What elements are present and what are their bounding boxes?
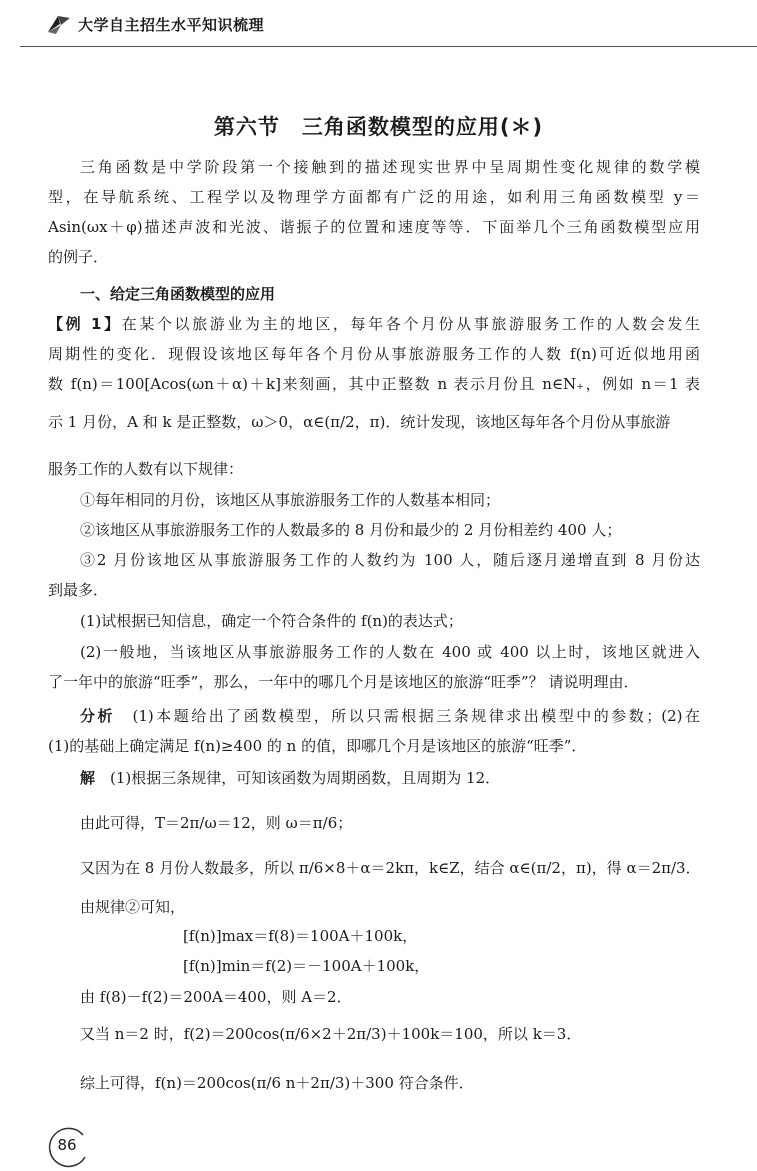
question-2-line-2: 了一年中的旅游“旺季”，那么，一年中的哪几个月是该地区的旅游“旺季”？ 请说明理由． [48,673,639,691]
page-number: 86 [57,1136,77,1154]
solution-line-2: 由此可得，T＝2π/ω＝12，则 ω＝π/6； [80,814,353,832]
page-number-badge [45,1127,89,1171]
example-label: 【例 1】 [48,315,122,333]
example-1-line-2: 周期性的变化．现假设该地区每年各个月份从事旅游服务工作的人数 f(n)可近似地用函 [48,345,700,363]
intro-line-2: 型，在导航系统、工程学以及物理学方面都有广泛的用途，如利用三角函数模型 y＝ [48,188,700,206]
running-header [46,12,264,36]
subsection-title: 一、给定三角函数模型的应用 [80,285,276,303]
rule-3-cont: 到最多． [48,581,109,599]
solution-line-4: 由规律②可知， [80,898,186,916]
solution-line-3: 又因为在 8 月份人数最多，所以 π/6×8＋α＝2kπ，k∈Z，结合 α∈(π/2，π)，得 α＝2π/3． [80,859,701,877]
solution-line-1: 解 (1)根据三条规律，可知该函数为周期函数，且周期为 12． [80,769,501,787]
intro-line-3: Asin(ωx＋φ)描述声波和光波、谐振子的位置和速度等等．下面举几个三角函数模型应用 [48,218,700,236]
rule-2: ②该地区从事旅游服务工作的人数最多的 8 月份和最少的 2 月份相差约 400 人； [80,521,622,539]
solution-line-5: 由 f(8)－f(2)＝200A＝400，则 A＝2． [80,988,352,1006]
equation-min: [f(n)]min＝f(2)＝－100A＋100k， [183,957,430,975]
question-1: (1)试根据已知信息，确定一个符合条件的 f(n)的表达式； [80,612,463,630]
rule-1: ①每年相同的月份，该地区从事旅游服务工作的人数基本相同； [80,491,501,509]
example-1-line-5: 服务工作的人数有以下规律： [48,460,244,478]
analysis-label: 分析 [80,707,115,725]
example-1-line-4: 示 1 月份，A 和 k 是正整数，ω＞0，α∈(π/2，π)．统计发现，该地区每年各个月份从事旅游 [48,413,671,431]
header-divider [20,46,757,47]
example-1-line-1: 【例 1】在某个以旅游业为主的地区，每年各个月份从事旅游服务工作的人数会发生 [48,315,700,333]
question-2-line-1: (2)一般地，当该地区从事旅游服务工作的人数在 400 或 400 以上时，该地区就进入 [80,643,700,661]
equation-max: [f(n)]max＝f(8)＝100A＋100k， [183,927,418,945]
solution-line-6: 又当 n＝2 时，f(2)＝200cos(π/6×2＋2π/3)＋100k＝100，所以 k＝3． [80,1025,582,1043]
interval-expression: (π/2，π) [324,413,386,431]
book-title: 大学自主招生水平知识梳理 [78,15,265,34]
example-1-line-3: 数 f(n)＝100[Acos(ωn＋α)＋k]来刻画，其中正整数 n 表示月份且 n∈N₊，例如 n＝1 表 [48,375,700,393]
solution-line-7: 综上可得，f(n)＝200cos(π/6 n＋2π/3)＋300 符合条件． [80,1074,474,1092]
intro-line-1: 三角函数是中学阶段第一个接触到的描述现实世界中呈周期性变化规律的数学模 [80,158,700,176]
solution-label: 解 [80,769,96,787]
analysis-line-2: (1)的基础上确定满足 f(n)≥400 的 n 的值，即哪几个月是该地区的旅游“旺季”． [48,737,587,755]
rule-3: ③2 月份该地区从事旅游服务工作的人数约为 100 人，随后逐月递增直到 8 月份达 [80,551,700,569]
intro-line-4: 的例子． [48,248,109,266]
analysis-line-1: 分析 (1)本题给出了函数模型，所以只需根据三条规律求出模型中的参数；(2)在 [80,707,700,725]
section-title: 第六节 三角函数模型的应用(＊) [213,115,544,139]
book-logo-icon [46,12,72,36]
